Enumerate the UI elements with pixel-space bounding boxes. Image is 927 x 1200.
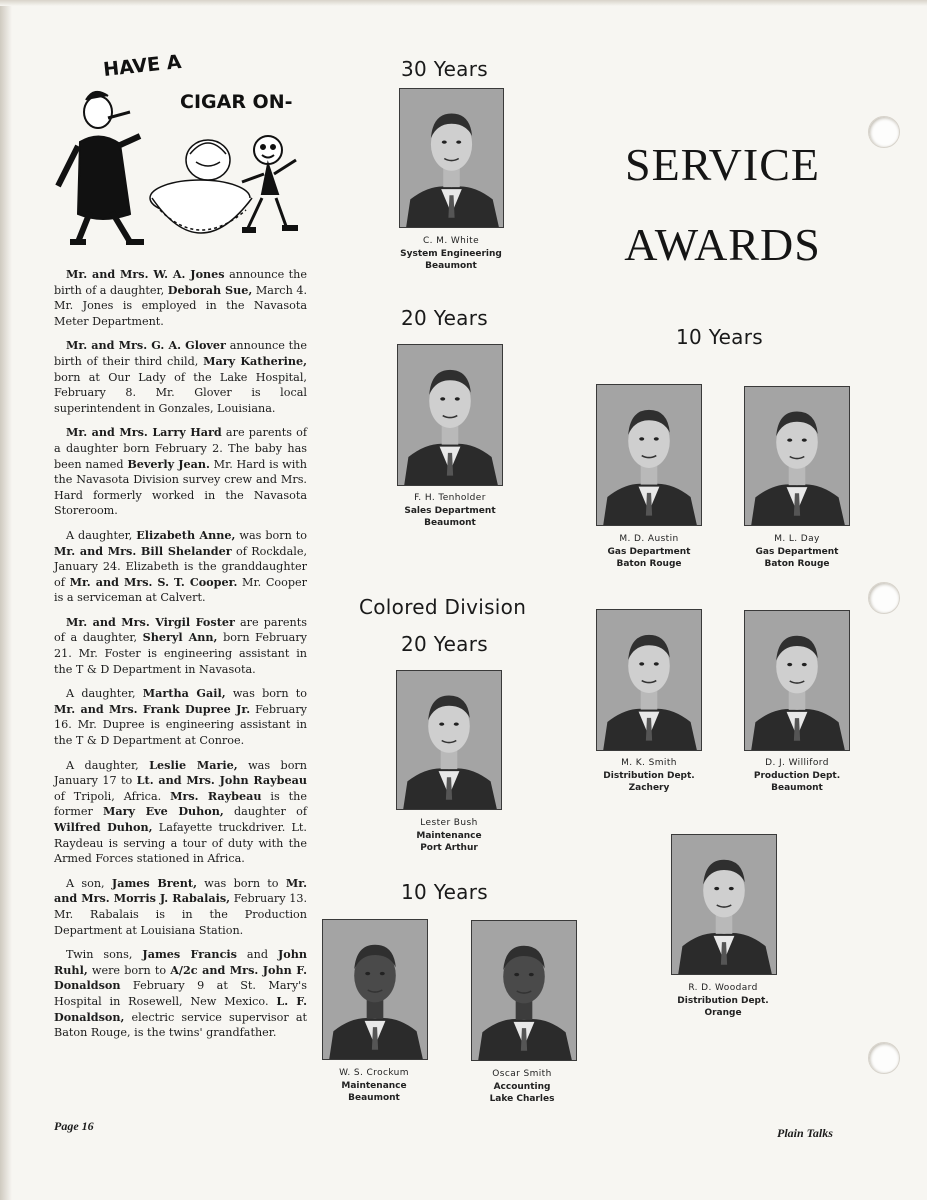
heading-colored-10-years: 10 Years (401, 880, 488, 904)
photo-m-d-austin (596, 384, 702, 526)
announcement-paragraph: Mr. and Mrs. Larry Hard are parents of a daughter born February 2. The baby has been named Beverly Jean. Mr. Hard is with the Navasota Division survey crew and Mrs. Hard formerly worked in the Navasota Storeroom. (54, 425, 308, 518)
announcement-paragraph: A son, James Brent, was born to Mr. and Mrs. Morris J. Rabalais, February 13. Mr. Rabalais is in the Production Department at Louisiana Station. (54, 875, 308, 937)
title-awards: AWARDS (624, 219, 821, 270)
announcement-paragraph: Mr. and Mrs. Virgil Foster are parents of a daughter, Sheryl Ann, born February 21. Mr. Foster is engineering assistant in the T & D Department in Navasota. (54, 614, 307, 676)
reddy-mascot (242, 136, 298, 230)
heading-colored-division: Colored Division (359, 595, 527, 619)
caption-r-d-woodard: R. D. Woodard Distribution Dept. Orange (677, 983, 769, 1018)
announcement-paragraph: A daughter, Martha Gail, was born to Mr. and Mrs. Frank Dupree Jr. February 16. Mr. Dupree is engineering assistant in the T & D Department at Conroe. (54, 686, 307, 748)
announcement-paragraph: A daughter, Leslie Marie, was born January 17 to Lt. and Mrs. John Raybeau of Tripoli, Africa. Mrs. Raybeau is the former Mary Eve Duhon, daughter of Wilfred Duhon, Lafayette truckdriver. Lt. Raydeau is serving a tour of duty with the Armed Forces stationed in Africa. (54, 757, 307, 866)
photo-oscar-smith (471, 920, 577, 1061)
heading-20-years: 20 Years (401, 306, 488, 330)
photo-f-h-tenholder (397, 344, 503, 486)
birth-announcements (54, 267, 307, 1050)
caption-m-l-day: M. L. Day Gas Department Baton Rouge (755, 534, 839, 569)
caption-f-h-tenholder: F. H. Tenholder Sales Department Beaumont (404, 493, 496, 528)
photo-c-m-white (399, 88, 504, 228)
announcement-paragraph: Mr. and Mrs. W. A. Jones announce the birth of a daughter, Deborah Sue, March 4. Mr. Jones is employed in the Navasota Meter Department. (54, 267, 308, 328)
binder-hole-top (868, 116, 900, 148)
page-top-shadow (0, 0, 927, 6)
baby-crib (150, 140, 252, 233)
photo-w-s-crockum (322, 919, 428, 1060)
announcement-paragraph: Twin sons, James Francis and John Ruhl, were born to A/2c and Mrs. John F. Donaldson February 9 at St. Mary's Hospital in Rosewell, New Mexico. L. F. Donaldson, electric service supervisor at Baton Rouge, is the twins' grandfather. (54, 947, 308, 1040)
photo-d-j-williford (744, 610, 850, 751)
cartoon-text-line2: CIGAR ON- (180, 91, 293, 113)
page-number: Page 16 (54, 1119, 94, 1133)
caption-m-k-smith: M. K. Smith Distribution Dept. Zachery (603, 758, 695, 793)
photo-r-d-woodard (671, 834, 777, 975)
heading-30-years: 30 Years (401, 57, 488, 81)
caption-d-j-williford: D. J. Williford Production Dept. Beaumont (753, 758, 841, 793)
photo-m-k-smith (596, 609, 702, 751)
announcement-paragraph: A daughter, Elizabeth Anne, was born to Mr. and Mrs. Bill Shelander of Rockdale, January 24. Elizabeth is the granddaughter of Mr. and Mrs. S. T. Cooper. Mr. Cooper is a serviceman at Calvert. (54, 527, 308, 605)
title-service: SERVICE (625, 139, 820, 190)
photo-m-l-day (744, 386, 850, 526)
magazine-name: Plain Talks (777, 1126, 833, 1140)
caption-w-s-crockum: W. S. Crockum Maintenance Beaumont (339, 1068, 409, 1103)
caption-oscar-smith: Oscar Smith Accounting Lake Charles (489, 1069, 555, 1104)
father-figure (58, 92, 144, 242)
cigar-cartoon (50, 50, 330, 265)
binder-hole-middle (868, 582, 900, 614)
cartoon-text-line1: HAVE A (102, 50, 183, 81)
page-edge-shadow (0, 0, 12, 1200)
caption-lester-bush: Lester Bush Maintenance Port Arthur (416, 818, 482, 853)
announcement-paragraph: Mr. and Mrs. G. A. Glover announce the birth of their third child, Mary Katherine, born at Our Lady of the Lake Hospital, February 8. Mr. Glover is local superintendent in Gonzales, Louisiana. (54, 338, 308, 415)
heading-10-years: 10 Years (676, 325, 763, 349)
caption-c-m-white: C. M. White System Engineering Beaumont (400, 236, 502, 271)
heading-colored-20-years: 20 Years (401, 632, 488, 656)
caption-m-d-austin: M. D. Austin Gas Department Baton Rouge (607, 534, 691, 569)
binder-hole-bottom (868, 1042, 900, 1074)
photo-lester-bush (396, 670, 502, 810)
